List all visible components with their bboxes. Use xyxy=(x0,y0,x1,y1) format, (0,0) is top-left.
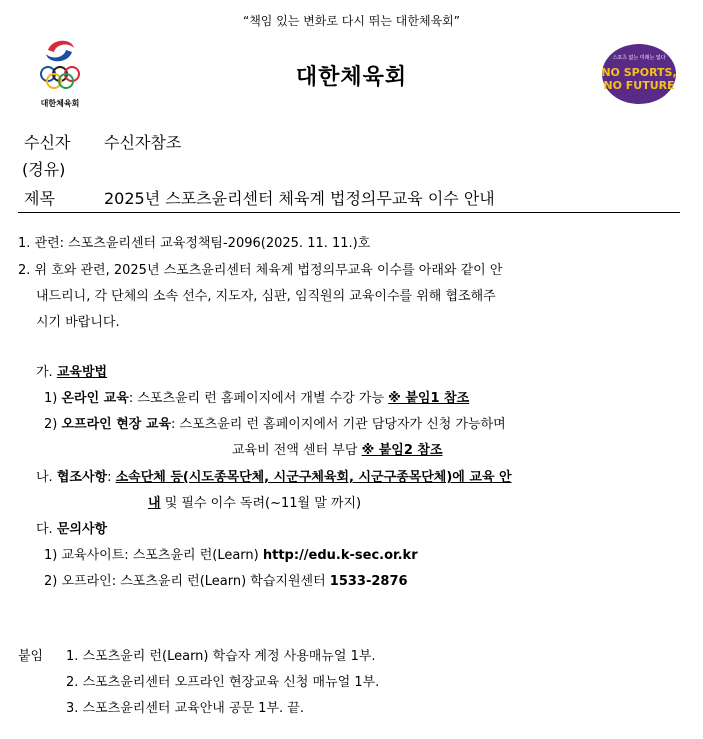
subject-label: 제목 xyxy=(24,189,55,208)
item-1: 1. 관련: 스포츠윤리센터 교육정책팀-2096(2025. 11. 11.)호 xyxy=(18,236,371,251)
section-na-cont xyxy=(148,492,361,511)
method-online-num: 1) xyxy=(44,391,62,406)
section-na-text2u: 내 xyxy=(148,496,161,511)
method-offline-cont xyxy=(232,439,443,458)
section-na-text2: 및 필수 이수 독려(~11월 말 까지) xyxy=(160,496,362,511)
badge-line2: NO FUTURE xyxy=(603,79,675,92)
item-2-line3: 시기 바랍니다. xyxy=(36,315,120,330)
contact-site xyxy=(44,544,418,563)
recipient-value: 수신자참조 xyxy=(104,133,182,152)
method-online-label: 온라인 교육 xyxy=(61,391,129,406)
section-na-text1: 소속단체 등(시도종목단체, 시군구체육회, 시군구종목단체)에 교육 안 xyxy=(115,470,512,485)
via-label: (경유) xyxy=(22,160,66,179)
method-online-text: : 스포츠윤리 런 홈페이지에서 개별 수강 가능 xyxy=(128,391,389,406)
section-da-prefix: 다. xyxy=(36,522,57,537)
contact-phone-number: 1533-2876 xyxy=(329,574,408,589)
section-na xyxy=(36,466,512,485)
divider xyxy=(18,212,680,213)
recipient-label: 수신자 xyxy=(24,133,71,152)
section-ga xyxy=(36,361,107,380)
method-offline-ref: ※ 붙임2 참조 xyxy=(361,443,443,458)
method-online xyxy=(44,387,469,406)
section-ga-prefix: 가. xyxy=(36,365,57,380)
badge-top-text: 스포츠 없는 미래는 없다 xyxy=(612,55,666,61)
attachment-2: 2. 스포츠윤리센터 오프라인 현장교육 신청 매뉴얼 1부. xyxy=(66,675,380,690)
no-sports-badge xyxy=(601,43,677,105)
section-da xyxy=(36,518,107,537)
contact-phone-text: 2) 오프라인: 스포츠윤리 런(Learn) 학습지원센터 xyxy=(44,574,330,589)
method-offline-text: : 스포츠윤리 런 홈페이지에서 기관 담당자가 신청 가능하며 xyxy=(171,417,506,432)
method-offline xyxy=(44,413,506,432)
section-na-prefix: 나. xyxy=(36,470,57,485)
contact-site-text: 1) 교육사이트: 스포츠윤리 런(Learn) xyxy=(44,548,263,563)
method-online-ref: ※ 붙임1 참조 xyxy=(388,391,470,406)
method-offline-label: 오프라인 현장 교육 xyxy=(61,417,172,432)
slogan: “책임 있는 변화로 다시 뛰는 대한체육회” xyxy=(243,14,460,28)
attachment-1: 1. 스포츠윤리 런(Learn) 학습자 계정 사용매뉴얼 1부. xyxy=(66,649,376,664)
section-na-title: 협조사항 xyxy=(56,470,108,485)
subject-value: 2025년 스포츠윤리센터 체육계 법정의무교육 이수 안내 xyxy=(104,189,495,208)
method-offline-text2: 교육비 전액 센터 부담 xyxy=(232,443,362,458)
logo-text: 대한체육회 xyxy=(40,99,80,108)
section-ga-title: 교육방법 xyxy=(56,365,108,380)
attachment-3: 3. 스포츠윤리센터 교육안내 공문 1부. 끝. xyxy=(66,701,304,716)
method-offline-num: 2) xyxy=(44,417,62,432)
badge-line1: NO SPORTS, xyxy=(601,66,677,79)
contact-phone xyxy=(44,570,408,589)
attachment-label: 붙임 xyxy=(18,649,44,664)
organization-name: 대한체육회 xyxy=(295,65,408,90)
section-da-title: 문의사항 xyxy=(56,522,108,537)
contact-site-url[interactable]: http://edu.k-sec.or.kr xyxy=(262,548,418,563)
item-2-line2: 내드리니, 각 단체의 소속 선수, 지도자, 심판, 임직원의 교육이수를 위해 협조해주 xyxy=(36,289,496,304)
section-na-colon: : xyxy=(107,470,116,485)
item-2-line1: 2. 위 호와 관련, 2025년 스포츠윤리센터 체육계 법정의무교육 이수를 아래와 같이 안 xyxy=(18,263,503,278)
